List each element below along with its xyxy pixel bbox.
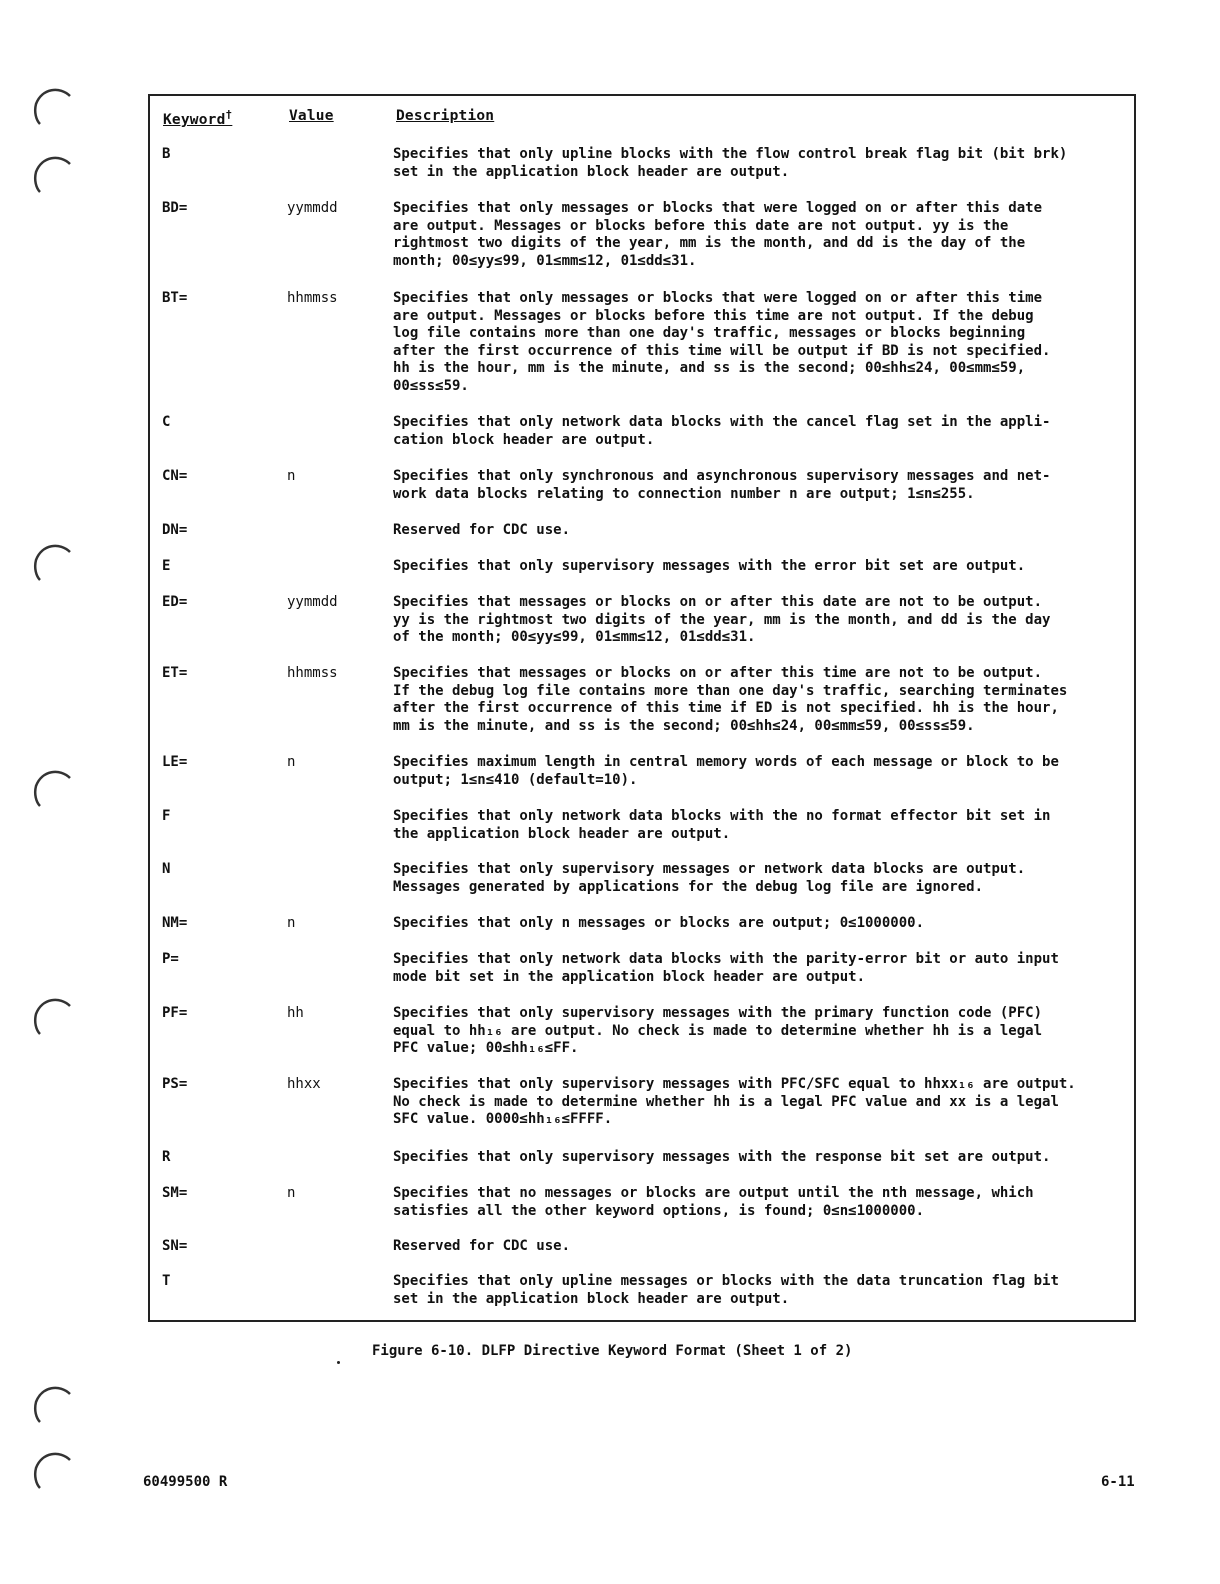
description-cell: Specifies that only supervisory messages with the response bit set are output.: [393, 1149, 1051, 1165]
keyword-cell: BD=: [162, 200, 188, 216]
keyword-cell: SN=: [162, 1238, 188, 1254]
binder-hole-mark: [30, 84, 76, 130]
description-cell: Specifies that only network data blocks with the parity-error bit or auto input mode bit set in the application block header are output.: [393, 951, 1059, 985]
header-keyword: Keyword†: [163, 108, 233, 128]
binder-hole-mark: [30, 994, 76, 1040]
value-cell: n: [287, 754, 296, 770]
description-cell: Specifies that only supervisory messages with PFC/SFC equal to hhxx₁₆ are output. No check is made to determine whether hh is a legal PFC value and xx is a legal SFC value. 0000≤hh₁₆≤FFFF.: [393, 1076, 1076, 1128]
description-cell: Reserved for CDC use.: [393, 1238, 571, 1254]
value-cell: hh: [287, 1005, 304, 1021]
description-cell: Specifies that no messages or blocks are output until the nth message, which satisfies all the other keyword options, is found; 0≤n≤1000000.: [393, 1185, 1034, 1219]
description-cell: Specifies that only synchronous and asynchronous supervisory messages and net- work data blocks relating to connection number n are output; 1≤n≤255.: [393, 468, 1051, 502]
keyword-cell: PS=: [162, 1076, 188, 1092]
keyword-cell: LE=: [162, 754, 188, 770]
value-cell: hhxx: [287, 1076, 321, 1092]
value-cell: n: [287, 915, 296, 931]
description-cell: Specifies that only upline messages or blocks with the data truncation flag bit set in the application block header are output.: [393, 1273, 1059, 1307]
binder-hole-mark: [30, 540, 76, 586]
keyword-cell: E: [162, 558, 171, 574]
figure-caption: Figure 6-10. DLFP Directive Keyword Format (Sheet 1 of 2): [372, 1343, 853, 1359]
keyword-cell: NM=: [162, 915, 188, 931]
description-cell: Reserved for CDC use.: [393, 522, 571, 538]
keyword-cell: PF=: [162, 1005, 188, 1021]
description-cell: Specifies that messages or blocks on or after this date are not to be output. yy is the rightmost two digits of the year, mm is the month, and dd is the day of the month; 00≤yy≤99, 01≤mm≤12, 01≤dd≤31.: [393, 594, 1051, 646]
value-cell: hhmmss: [287, 290, 338, 306]
description-cell: Specifies that only upline blocks with the flow control break flag bit (bit brk) set in the application block header are output.: [393, 146, 1068, 180]
stray-dot: [337, 1361, 340, 1364]
description-cell: Specifies that messages or blocks on or after this time are not to be output. If the debug log file contains more than one day's traffic, searching terminates after the first occurrence of this time if ED is not specified. hh is the hour, mm is the minute, and ss is the second; 00≤hh≤24, 00≤mm≤59, 00≤ss≤59.: [393, 665, 1068, 734]
binder-hole-mark: [30, 766, 76, 812]
description-cell: Specifies that only supervisory messages with the error bit set are output.: [393, 558, 1026, 574]
description-cell: Specifies that only n messages or blocks are output; 0≤1000000.: [393, 915, 925, 931]
description-cell: Specifies that only network data blocks with the no format effector bit set in the application block header are output.: [393, 808, 1051, 842]
keyword-cell: C: [162, 414, 171, 430]
header-value: Value: [289, 108, 334, 124]
description-cell: Specifies that only messages or blocks that were logged on or after this time are output. Messages or blocks before this time are not output. If the debug log file contains more than one day's traffic, messages or blocks beginning after the first occurrence of this time will be output if BD is not specified. hh is the hour, mm is the minute, and ss is the second; 00≤hh≤24, 00≤mm≤59, 00≤ss≤59.: [393, 290, 1051, 394]
keyword-cell: R: [162, 1149, 171, 1165]
description-cell: Specifies that only messages or blocks that were logged on or after this date are output. Messages or blocks before this date are not output. yy is the rightmost two digits of the year, mm is the month, and dd is the day of the month; 00≤yy≤99, 01≤mm≤12, 01≤dd≤31.: [393, 200, 1043, 269]
keyword-cell: B: [162, 146, 171, 162]
value-cell: yymmdd: [287, 200, 338, 216]
keyword-cell: F: [162, 808, 171, 824]
keyword-cell: SM=: [162, 1185, 188, 1201]
keyword-cell: CN=: [162, 468, 188, 484]
description-cell: Specifies that only supervisory messages or network data blocks are output. Messages generated by applications for the debug log file are ignored.: [393, 861, 1026, 895]
document-number: 60499500 R: [143, 1474, 228, 1490]
header-description: Description: [396, 108, 495, 124]
description-cell: Specifies maximum length in central memory words of each message or block to be output; 1≤n≤410 (default=10).: [393, 754, 1059, 788]
keyword-cell: ED=: [162, 594, 188, 610]
value-cell: n: [287, 1185, 296, 1201]
keyword-cell: T: [162, 1273, 171, 1289]
value-cell: yymmdd: [287, 594, 338, 610]
description-cell: Specifies that only supervisory messages with the primary function code (PFC) equal to hh₁₆ are output. No check is made to determine whether hh is a legal PFC value; 00≤hh₁₆≤FF.: [393, 1005, 1043, 1057]
keyword-cell: N: [162, 861, 171, 877]
value-cell: n: [287, 468, 296, 484]
binder-hole-mark: [30, 152, 76, 198]
page-number: 6-11: [1101, 1474, 1135, 1490]
keyword-cell: P=: [162, 951, 179, 967]
value-cell: hhmmss: [287, 665, 338, 681]
binder-hole-mark: [30, 1448, 76, 1494]
keyword-cell: DN=: [162, 522, 188, 538]
binder-hole-mark: [30, 1382, 76, 1428]
keyword-cell: BT=: [162, 290, 188, 306]
description-cell: Specifies that only network data blocks with the cancel flag set in the appli- cation block header are output.: [393, 414, 1051, 448]
keyword-cell: ET=: [162, 665, 188, 681]
